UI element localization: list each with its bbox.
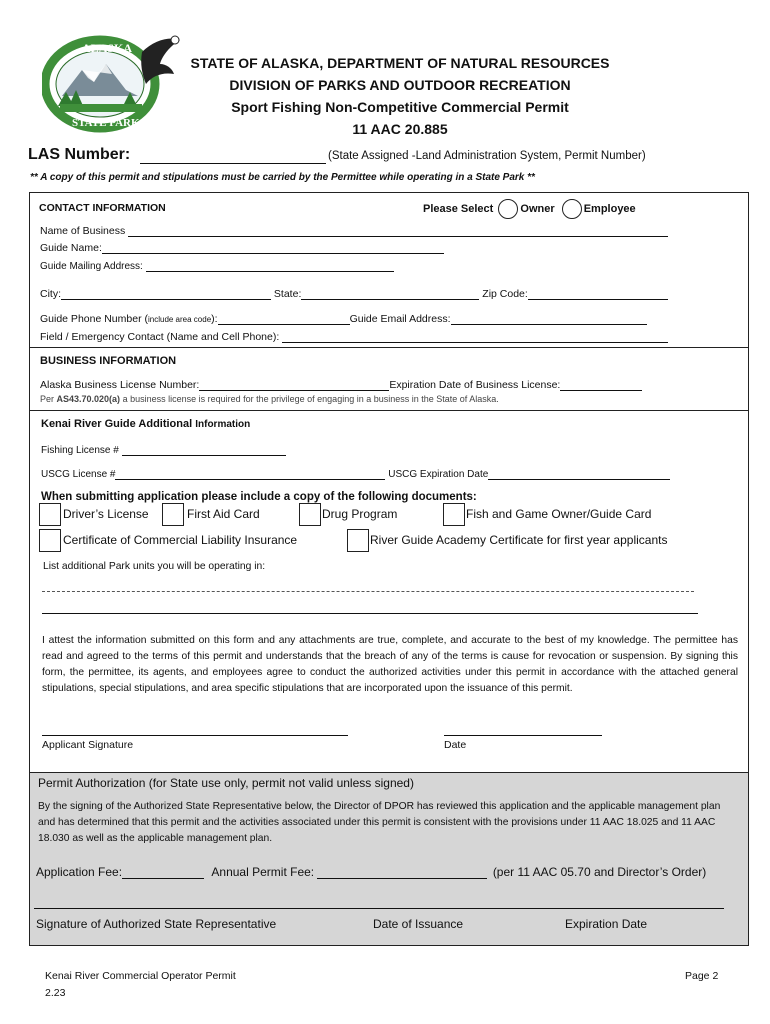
footer-title: Kenai River Commercial Operator Permit — [45, 970, 236, 982]
copy-notice: ** A copy of this permit and stipulations must be carried by the Permittee while operating in a State Park ** — [30, 172, 535, 183]
uscg-row — [41, 469, 670, 480]
annual-fee-label: Annual Permit Fee: — [211, 865, 315, 879]
drivers-license-checkbox[interactable] — [39, 503, 61, 526]
uscg-exp-field[interactable] — [488, 469, 670, 480]
issuance-date-label: Date of Issuance — [373, 917, 464, 931]
authorization-text: By the signing of the Authorized State Representative below, the Director of DPOR has reviewed this application and the applicable management plan and has determined that this permit and the activities associated under this permit is consistent with the provisions under 11 AAC 18.025 and 11 AAC 18.030 as well as the applicable management plan. — [38, 801, 721, 844]
fee-ref: (per 11 AAC 05.70 and Director’s Order) — [492, 865, 707, 879]
business-note-rest: a business license is required for the privilege of engaging in a business in the State of Alaska. — [120, 394, 499, 404]
applicant-date-label: Date — [444, 739, 467, 751]
attestation-text: I attest the information submitted on this form and any attachments are true, complete, and accurate to the best of my knowledge. The permittee has read and agreed to the terms of this permit and understands that the breach of any of the terms is cause for revocation or suspension. By signing this form, the permittee, its agents, and employees agree to conduct the authorized activities under this permit in accordance with the attached general stipulations, special stipulations, and area specific stipulations that are incorporated upon the issuance of this permit. — [42, 635, 738, 694]
mailing-label: Guide Mailing Address: — [40, 261, 143, 272]
guide-name-field[interactable] — [102, 243, 444, 254]
uscg-license-field[interactable] — [115, 469, 385, 480]
employee-label: Employee — [583, 202, 636, 215]
las-note: (State Assigned -Land Administration System, Permit Number) — [328, 150, 646, 162]
phone-field[interactable] — [218, 314, 350, 325]
footer-version: 2.23 — [45, 987, 66, 999]
guide-name-label: Guide Name: — [40, 242, 102, 254]
state-label: State: — [273, 288, 302, 300]
business-note — [40, 394, 499, 404]
kenai-heading — [41, 418, 250, 430]
app-fee-field[interactable] — [122, 866, 204, 879]
park-units-line-2[interactable] — [42, 613, 698, 614]
applicant-signature-label: Applicant Signature — [42, 739, 134, 751]
liability-insurance-label: Certificate of Commercial Liability Insurance — [63, 533, 298, 547]
header-line-4: 11 AAC 20.885 — [352, 121, 448, 137]
park-units-label: List additional Park units you will be operating in: — [43, 561, 266, 572]
employee-radio[interactable] — [562, 199, 582, 219]
page-number: Page 2 — [685, 970, 719, 982]
state-rep-signature-line[interactable] — [34, 908, 724, 909]
guide-name-row — [40, 242, 444, 254]
business-name-field[interactable] — [128, 226, 668, 237]
logo-text-bottom: STATE PARKS — [72, 117, 146, 129]
logo-text-top: ALASKA — [82, 41, 133, 55]
uscg-license-label: USCG License # — [41, 469, 116, 480]
kenai-section — [29, 410, 749, 774]
applicant-signature-line[interactable] — [42, 735, 348, 736]
annual-fee-field[interactable] — [317, 866, 487, 879]
state-rep-signature-label: Signature of Authorized State Representative — [36, 917, 277, 931]
owner-employee-select — [423, 199, 636, 219]
owner-label: Owner — [520, 202, 555, 215]
phone-label-small: include area code — [147, 315, 212, 324]
contact-section — [29, 192, 749, 348]
liability-insurance-checkbox[interactable] — [39, 529, 61, 552]
first-aid-label: First Aid Card — [187, 507, 260, 521]
phone-label: Guide Phone Number ( — [40, 313, 148, 325]
mailing-field[interactable] — [146, 261, 394, 272]
business-note-ref: AS43.70.020(a) — [56, 394, 121, 404]
state-field[interactable] — [301, 289, 479, 300]
fishing-license-field[interactable] — [122, 445, 286, 456]
guide-academy-label: River Guide Academy Certificate for first year applicants — [370, 533, 668, 547]
owner-radio[interactable] — [498, 199, 518, 219]
business-section — [29, 347, 749, 411]
emergency-field[interactable] — [282, 332, 668, 343]
drug-program-label: Drug Program — [322, 507, 398, 521]
fishing-license-label: Fishing License # — [41, 445, 119, 456]
uscg-exp-label: USCG Expiration Date — [388, 469, 489, 480]
las-number-row — [28, 146, 326, 164]
business-license-label: Alaska Business License Number: — [40, 379, 200, 391]
mailing-row — [40, 261, 394, 272]
please-select-label: Please Select — [423, 202, 494, 215]
zip-label: Zip Code: — [482, 288, 528, 300]
fish-game-label: Fish and Game Owner/Guide Card — [466, 507, 652, 521]
business-license-row — [40, 379, 642, 391]
fishing-license-row — [41, 445, 286, 456]
kenai-heading-text: Kenai River Guide Additional — [41, 418, 193, 430]
city-field[interactable] — [61, 289, 271, 300]
city-row — [40, 288, 668, 300]
authorization-heading: Permit Authorization (for State use only, permit not valid unless signed) — [38, 776, 414, 790]
las-number-label: LAS Number: — [28, 146, 131, 163]
header-line-1: STATE OF ALASKA, DEPARTMENT OF NATURAL RESOURCES — [190, 55, 610, 71]
city-label: City: — [40, 288, 61, 300]
expiration-date-label: Expiration Date — [565, 917, 648, 931]
park-units-line-1[interactable] — [42, 591, 694, 592]
header-line-2: DIVISION OF PARKS AND OUTDOOR RECREATION — [229, 77, 571, 93]
applicant-date-line[interactable] — [444, 735, 602, 736]
first-aid-checkbox[interactable] — [162, 503, 184, 526]
contact-heading: CONTACT INFORMATION — [39, 202, 166, 214]
docs-heading: When submitting application please include a copy of the following documents: — [41, 491, 477, 503]
zip-field[interactable] — [528, 289, 668, 300]
business-exp-field[interactable] — [560, 380, 642, 391]
drug-program-checkbox[interactable] — [299, 503, 321, 526]
fish-game-checkbox[interactable] — [443, 503, 465, 526]
phone-row — [40, 313, 647, 325]
email-field[interactable] — [451, 314, 647, 325]
business-name-label: Name of Business — [40, 225, 126, 237]
business-name-row — [40, 225, 668, 237]
emergency-row — [40, 331, 668, 343]
phone-label-end: ): — [211, 313, 218, 325]
guide-academy-checkbox[interactable] — [347, 529, 369, 552]
emergency-label: Field / Emergency Contact (Name and Cell Phone): — [40, 331, 280, 343]
drivers-license-label: Driver’s License — [63, 507, 149, 521]
authorization-section — [29, 772, 749, 946]
header-line-3: Sport Fishing Non-Competitive Commercial Permit — [231, 99, 569, 115]
business-note-prefix: Per — [40, 394, 57, 404]
app-fee-label: Application Fee: — [36, 865, 123, 879]
email-label: Guide Email Address: — [349, 313, 451, 325]
business-exp-label: Expiration Date of Business License: — [389, 379, 561, 391]
fees-row — [36, 865, 706, 879]
business-license-field[interactable] — [199, 380, 389, 391]
business-heading: BUSINESS INFORMATION — [40, 355, 177, 367]
las-number-field[interactable] — [140, 150, 326, 164]
kenai-heading-small: Information — [195, 419, 251, 430]
